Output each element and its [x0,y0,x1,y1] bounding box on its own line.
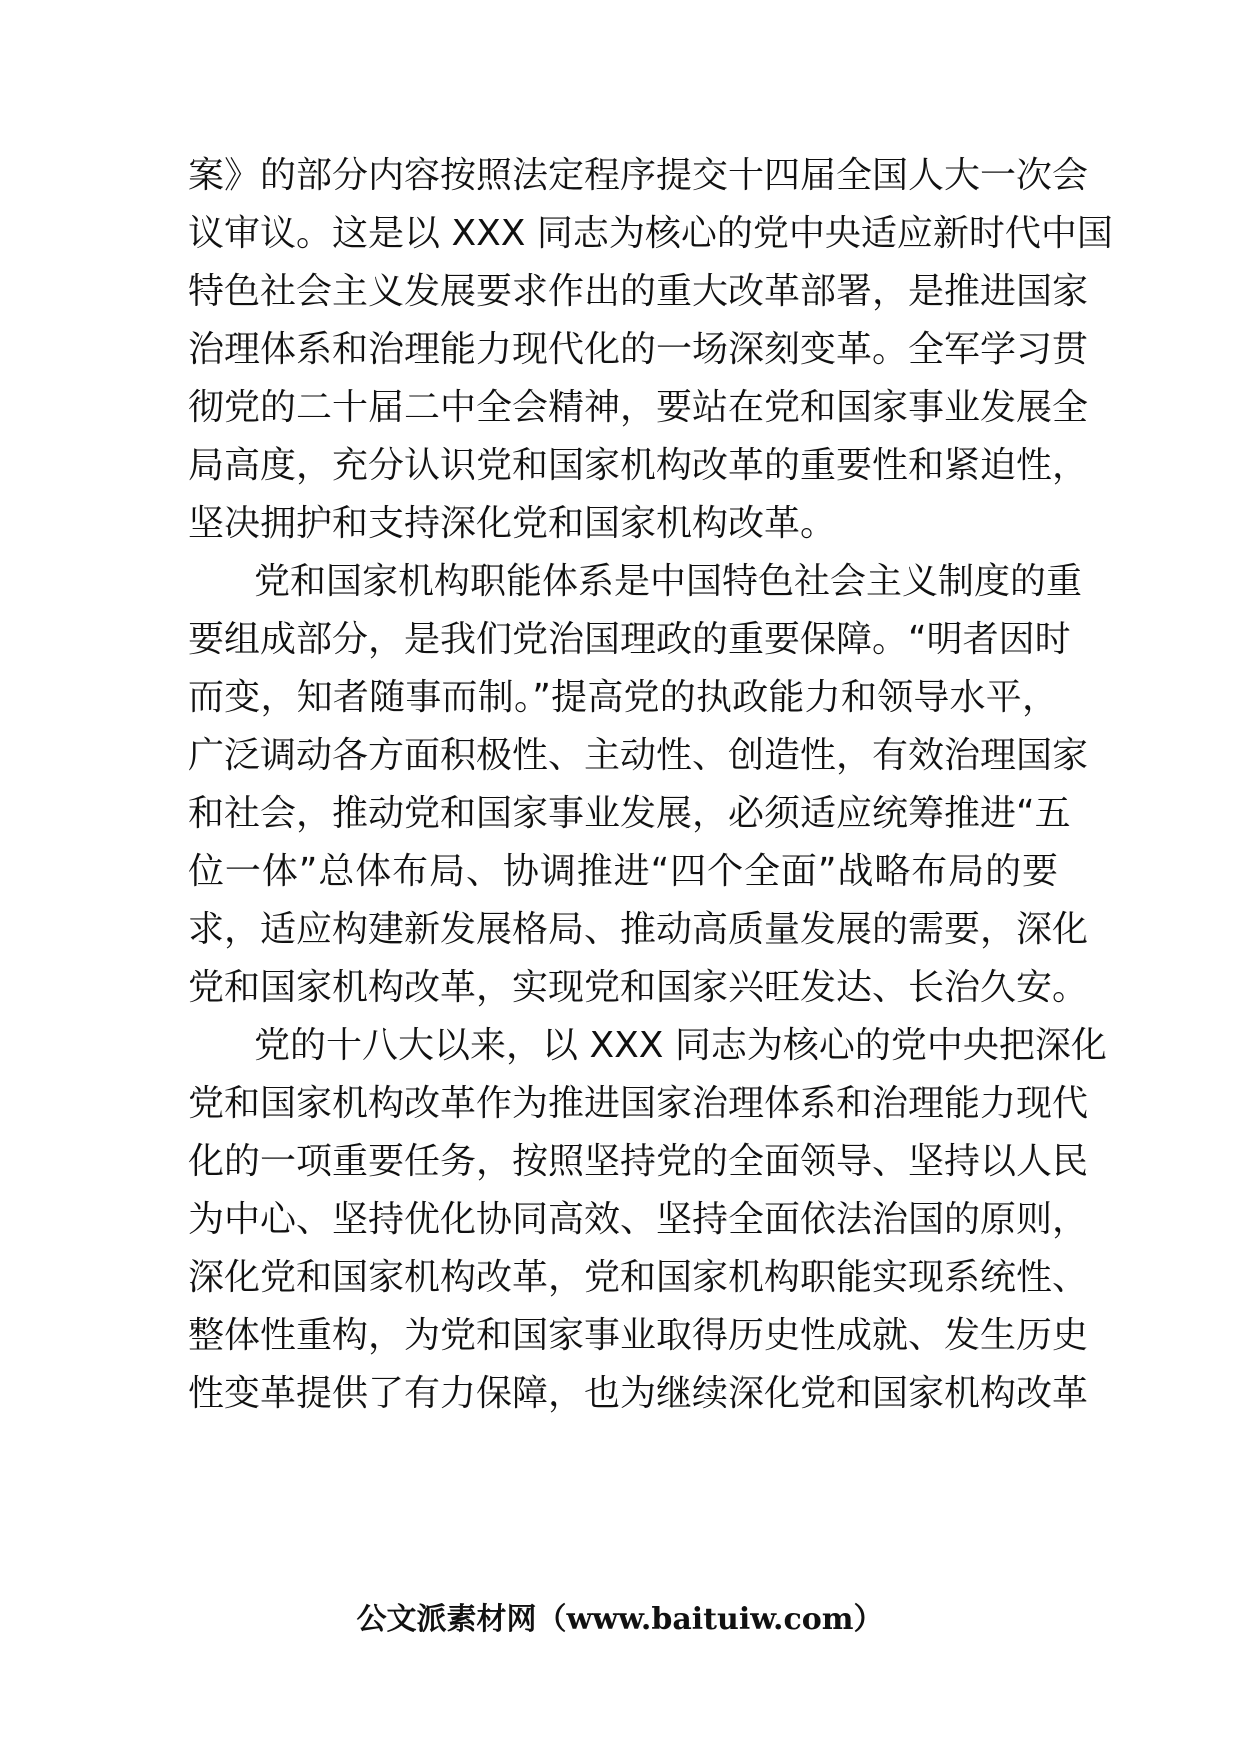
text-line: 治理体系和治理能力现代化的一场深刻变革。全军学习贯 [188,329,1089,370]
text-line: 而变，知者随事而制。”提高党的执政能力和领导水平， [188,677,1058,718]
text-line: 案》的部分内容按照法定程序提交十四届全国人大一次会 [188,155,1089,196]
text-line: 化的一项重要任务，按照坚持党的全面领导、坚持以人民 [188,1141,1089,1182]
text-line: 议审议。这是以 XXX 同志为核心的党中央适应新时代中国 [188,213,1113,254]
text-line: 求，适应构建新发展格局、推动高质量发展的需要，深化 [188,909,1089,950]
text-line: 坚决拥护和支持深化党和国家机构改革。 [188,503,837,544]
text-line: 为中心、坚持优化协同高效、坚持全面依法治国的原则， [188,1199,1089,1240]
text-line: 和社会，推动党和国家事业发展，必须适应统筹推进“五 [188,793,1071,834]
text-line: 党和国家机构改革，实现党和国家兴旺发达、长治久安。 [188,967,1089,1008]
paragraph-first-line: 党和国家机构职能体系是中国特色社会主义制度的重 [254,561,1083,602]
text-line: 深化党和国家机构改革，党和国家机构职能实现系统性、 [188,1257,1089,1298]
text-line: 位一体”总体布局、协调推进“四个全面”战略布局的要 [188,851,1058,892]
text-line: 整体性重构，为党和国家事业取得历史性成就、发生历史 [188,1315,1089,1356]
text-line: 党和国家机构改革作为推进国家治理体系和治理能力现代 [188,1083,1089,1124]
footer-source: 公文派素材网（www.baituiw.com） [356,1602,884,1637]
text-line: 局高度，充分认识党和国家机构改革的重要性和紧迫性， [188,445,1089,486]
paragraph-first-line: 党的十八大以来，以 XXX 同志为核心的党中央把深化 [254,1025,1107,1066]
text-line: 要组成部分，是我们党治国理政的重要保障。“明者因时 [188,619,1071,660]
text-line: 彻党的二十届二中全会精神，要站在党和国家事业发展全 [188,387,1089,428]
text-line: 广泛调动各方面积极性、主动性、创造性，有效治理国家 [188,735,1089,776]
text-line: 性变革提供了有力保障，也为继续深化党和国家机构改革 [188,1373,1089,1414]
text-line: 特色社会主义发展要求作出的重大改革部署，是推进国家 [188,271,1089,312]
